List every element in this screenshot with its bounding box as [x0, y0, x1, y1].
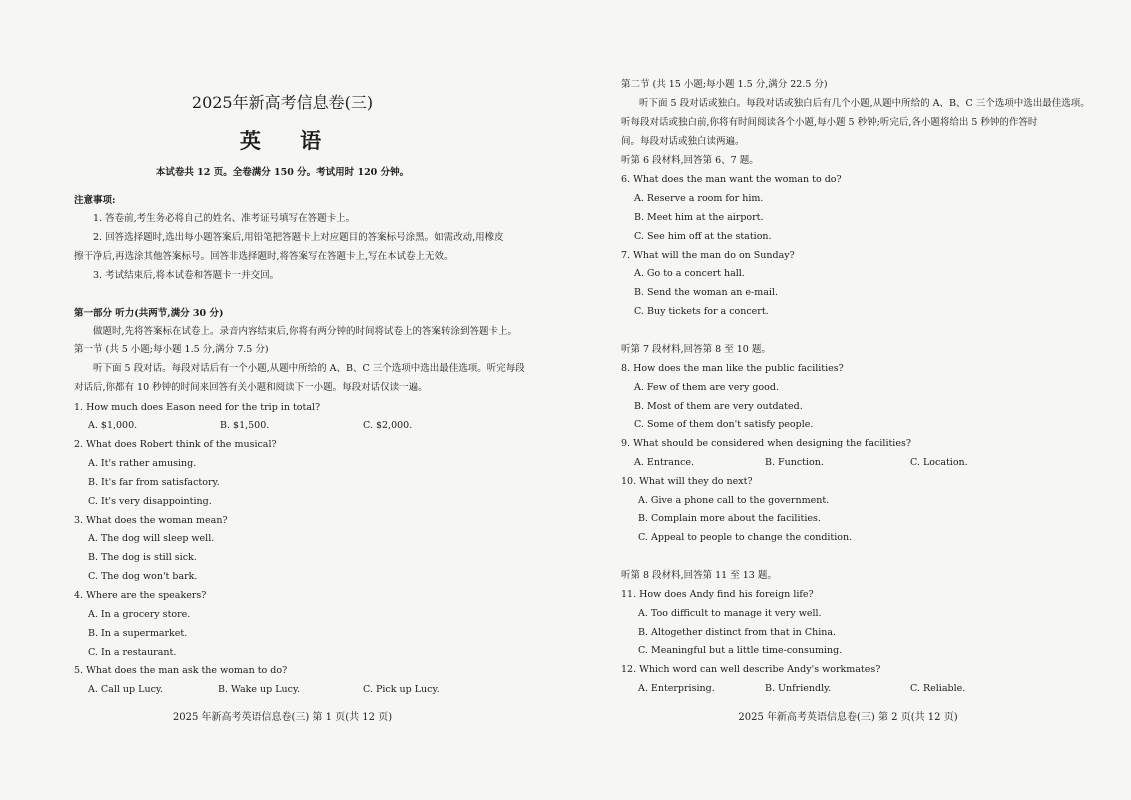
option-c: C. Reliable. [910, 683, 966, 694]
option-b: B. In a supermarket. [88, 628, 188, 639]
question-stem: 8. How does the man like the public facilities? [621, 363, 844, 374]
material-intro: 听第 8 段材料,回答第 11 至 13 题。 [621, 570, 777, 581]
page-footer: 2025 年新高考英语信息卷(三) 第 2 页(共 12 页) [738, 712, 958, 723]
option-a: A. Reserve a room for him. [634, 193, 764, 204]
subject-title: 英 语 [239, 128, 338, 153]
question-stem: 9. What should be considered when designing the facilities? [621, 438, 911, 449]
option-c: C. It's very disappointing. [88, 496, 212, 507]
option-c: C. In a restaurant. [88, 647, 177, 658]
question-stem: 6. What does the man want the woman to do? [621, 174, 842, 185]
option-a: A. Go to a concert hall. [634, 268, 745, 279]
section1-heading: 第一节 (共 5 小题;每小题 1.5 分,满分 7.5 分) [74, 344, 269, 355]
option-a: A. In a grocery store. [88, 609, 191, 620]
question-stem: 4. Where are the speakers? [74, 590, 207, 601]
option-c: C. $2,000. [363, 420, 413, 431]
option-c: C. The dog won't bark. [88, 571, 198, 582]
option-a: A. Give a phone call to the government. [638, 495, 830, 506]
option-a: A. It's rather amusing. [88, 458, 197, 469]
section1-instruction: 对话后,你都有 10 秒钟的时间来回答有关小题和阅读下一小题。每段对话仅读一遍。 [74, 382, 428, 393]
option-b: B. Function. [765, 457, 824, 468]
option-a: A. The dog will sleep well. [88, 533, 215, 544]
option-c: C. Pick up Lucy. [363, 684, 440, 695]
option-c: C. See him off at the station. [634, 231, 772, 242]
option-c: C. Location. [910, 457, 968, 468]
page-footer: 2025 年新高考英语信息卷(三) 第 1 页(共 12 页) [172, 712, 393, 723]
material-intro: 听第 7 段材料,回答第 8 至 10 题。 [621, 344, 771, 355]
exam-page-1 [0, 0, 565, 800]
section2-instruction: 听每段对话或独白前,你将有时间阅读各个小题,每小题 5 秒钟;听完后,各小题将给出 5 秒钟的作答时 [621, 117, 1038, 128]
option-a: A. Enterprising. [638, 683, 715, 694]
section2-heading: 第二节 (共 15 小题;每小题 1.5 分,满分 22.5 分) [621, 79, 828, 90]
option-b: B. Most of them are very outdated. [634, 401, 803, 412]
notice-item: 1. 答卷前,考生务必将自己的姓名、准考证号填写在答题卡上。 [93, 213, 356, 224]
option-b: B. Complain more about the facilities. [638, 513, 821, 524]
section2-instruction: 间。每段对话或独白读两遍。 [621, 136, 745, 147]
notice-heading: 注意事项: [74, 195, 116, 206]
question-stem: 11. How does Andy find his foreign life? [621, 589, 814, 600]
option-a: A. Entrance. [634, 457, 695, 468]
option-b: B. Meet him at the airport. [634, 212, 764, 223]
option-a: A. $1,000. [88, 420, 138, 431]
notice-item: 擦干净后,再选涂其他答案标号。回答非选择题时,将答案写在答题卡上,写在本试卷上无效。 [74, 251, 454, 262]
question-stem: 2. What does Robert think of the musical? [74, 439, 277, 450]
section1-instruction: 听下面 5 段对话。每段对话后有一个小题,从题中所给的 A、B、C 三个选项中选出最佳选项。听完每段 [93, 363, 525, 374]
part1-heading: 第一部分 听力(共两节,满分 30 分) [74, 308, 224, 319]
section2-instruction: 听下面 5 段对话或独白。每段对话或独白后有几个小题,从题中所给的 A、B、C 三个选项中选出最佳选项。 [639, 98, 1090, 109]
option-b: B. Unfriendly. [765, 683, 832, 694]
question-stem: 3. What does the woman mean? [74, 515, 228, 526]
question-stem: 7. What will the man do on Sunday? [621, 250, 795, 261]
question-stem: 10. What will they do next? [621, 476, 753, 487]
material-intro: 听第 6 段材料,回答第 6、7 题。 [621, 155, 759, 166]
option-b: B. Altogether distinct from that in China. [638, 627, 837, 638]
option-a: A. Too difficult to manage it very well. [638, 608, 822, 619]
option-c: C. Some of them don't satisfy people. [634, 419, 814, 430]
question-stem: 12. Which word can well describe Andy's workmates? [621, 664, 881, 675]
option-b: B. Send the woman an e-mail. [634, 287, 779, 298]
option-b: B. $1,500. [220, 420, 270, 431]
notice-item: 3. 考试结束后,将本试卷和答题卡一并交回。 [93, 270, 280, 281]
option-c: C. Buy tickets for a concert. [634, 306, 769, 317]
exam-page-2 [565, 0, 1131, 800]
part1-instruction: 做题时,先将答案标在试卷上。录音内容结束后,你将有两分钟的时间将试卷上的答案转涂到答题卡上。 [93, 326, 518, 337]
option-b: B. It's far from satisfactory. [88, 477, 220, 488]
option-b: B. Wake up Lucy. [218, 684, 301, 695]
option-a: A. Call up Lucy. [88, 684, 164, 695]
question-stem: 5. What does the man ask the woman to do? [74, 665, 288, 676]
option-c: C. Meaningful but a little time-consuming. [638, 645, 843, 656]
exam-info: 本试卷共 12 页。全卷满分 150 分。考试用时 120 分钟。 [155, 167, 410, 178]
option-a: A. Few of them are very good. [634, 382, 779, 393]
option-b: B. The dog is still sick. [88, 552, 197, 563]
notice-item: 2. 回答选择题时,选出每小题答案后,用铅笔把答题卡上对应题目的答案标号涂黑。如需改动,用橡皮 [93, 232, 504, 243]
exam-title: 2025年新高考信息卷(三) [191, 93, 374, 112]
question-stem: 1. How much does Eason need for the trip in total? [74, 402, 321, 413]
option-c: C. Appeal to people to change the condition. [638, 532, 853, 543]
